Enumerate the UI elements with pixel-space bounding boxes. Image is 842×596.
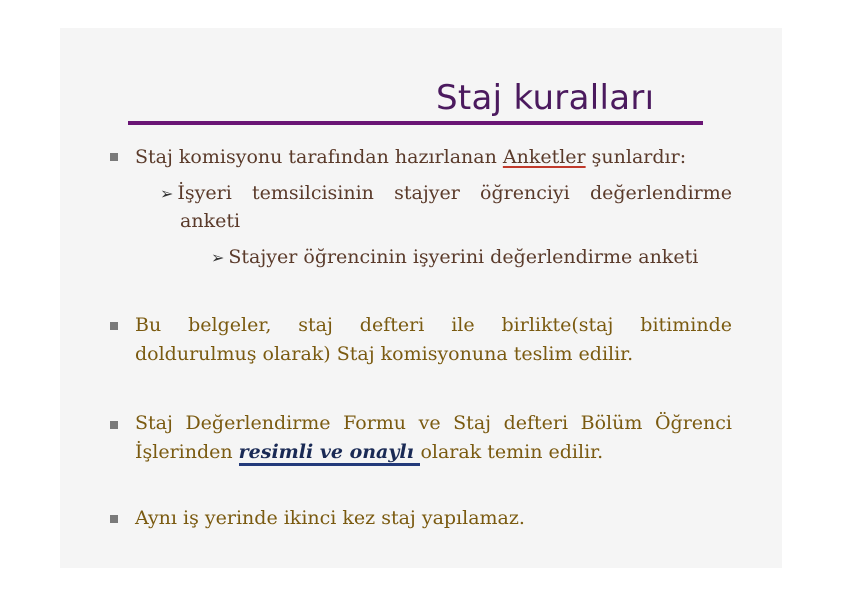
bullet-1-text (135, 143, 686, 172)
arrow-bullet-icon: ➢ (160, 184, 174, 203)
bullet-marker (110, 153, 118, 161)
slide-title: Staj kuralları (436, 78, 655, 118)
bullet-marker (110, 515, 118, 523)
bullet-4-text: Aynı iş yerinde ikinci kez staj yapılamaz. (135, 507, 525, 529)
bullet-3-line2-post: olarak temin edilir. (420, 441, 604, 463)
bullet-2-line1: Bu belgeler, staj defteri ile birlikte(staj bitiminde (135, 314, 732, 336)
bullet-3-line1: Staj Değerlendirme Formu ve Staj defteri Bölüm Öğrenci (135, 412, 732, 434)
sub-bullet-1-line1: İşyeri temsilcisinin stajyer öğrenciyi değerlendirme (177, 182, 732, 204)
bullet-3-line2-pre: İşlerinden (135, 441, 239, 463)
bullet-marker (110, 421, 118, 429)
sub-bullet-1-cont: anketi (180, 210, 241, 232)
bullet-2-line2: doldurulmuş olarak) Staj komisyonuna teslim edilir. (135, 343, 634, 365)
bullet-3-text (135, 409, 732, 467)
arrow-bullet-icon: ➢ (211, 248, 225, 267)
sub-bullet-1 (160, 179, 732, 208)
bullet-marker (110, 322, 118, 330)
bullet-2-text (135, 311, 732, 369)
slide-background (60, 28, 782, 568)
title-underline-rule (128, 121, 703, 125)
bullet-1-underlined-anketler: Anketler (502, 146, 586, 168)
bullet-1-post: şunlardır: (585, 146, 687, 168)
bullet-1-pre: Staj komisyonu tarafından hazırlanan (135, 146, 503, 168)
bullet-3-emphasis-resimli-onayli: resimli ve onaylı (239, 441, 421, 466)
sub-bullet-2-text: Stajyer öğrencinin işyerini değerlendirme anketi (228, 246, 699, 268)
sub-bullet-2 (211, 243, 698, 272)
